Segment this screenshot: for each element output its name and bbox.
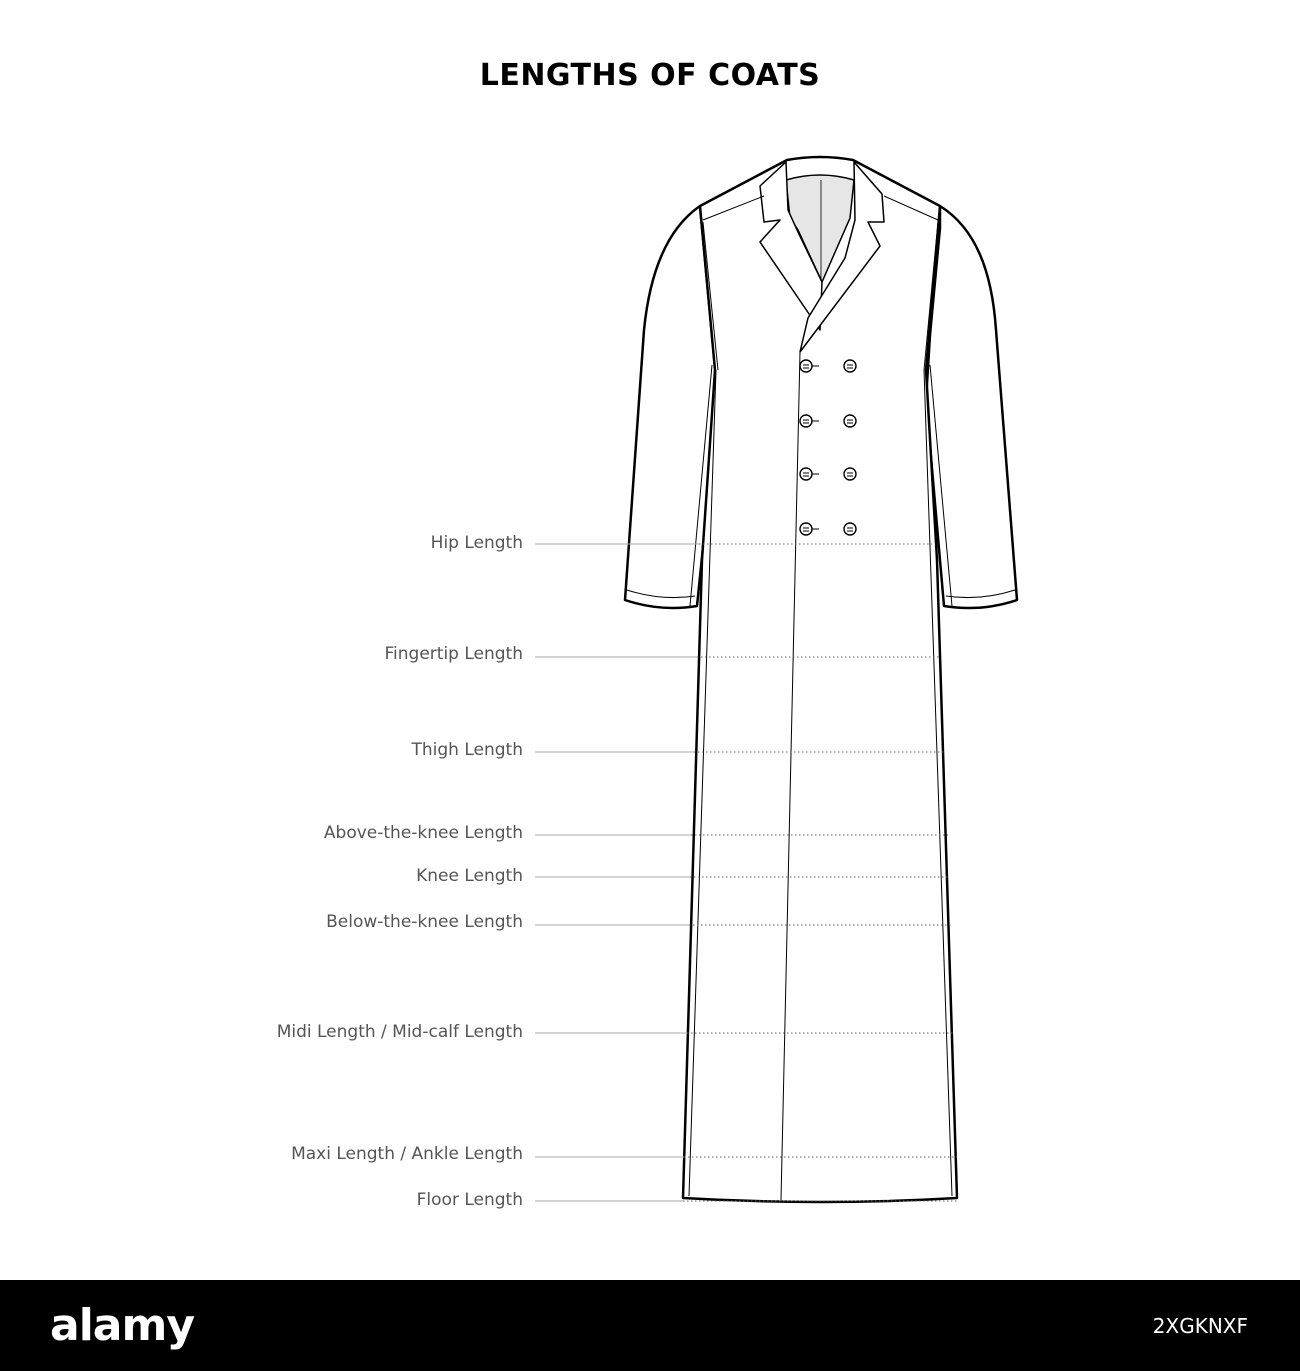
button-icon	[800, 415, 812, 427]
watermark-footer	[0, 1280, 1300, 1371]
length-label-floor: Floor Length	[416, 1190, 523, 1210]
length-label-hip: Hip Length	[430, 533, 523, 553]
length-label-knee: Knee Length	[416, 866, 523, 886]
length-label-midi: Midi Length / Mid-calf Length	[276, 1022, 523, 1042]
button-icon	[844, 523, 856, 535]
button-icon	[844, 468, 856, 480]
length-label-thigh: Thigh Length	[411, 740, 523, 760]
length-label-above-the-knee: Above-the-knee Length	[323, 823, 523, 843]
button-icon	[844, 415, 856, 427]
diagram-title: LENGTHS OF COATS	[479, 58, 821, 93]
right-sleeve	[926, 206, 1017, 608]
brand-logo: alamy	[50, 1300, 194, 1351]
button-icon	[844, 360, 856, 372]
length-label-fingertip: Fingertip Length	[384, 644, 523, 664]
length-label-below-the-knee: Below-the-knee Length	[326, 912, 523, 932]
button-icon	[800, 360, 812, 372]
length-label-maxi: Maxi Length / Ankle Length	[291, 1144, 523, 1164]
stock-image-id: 2XGKNXF	[1152, 1314, 1248, 1338]
button-icon	[800, 523, 812, 535]
button-icon	[800, 468, 812, 480]
